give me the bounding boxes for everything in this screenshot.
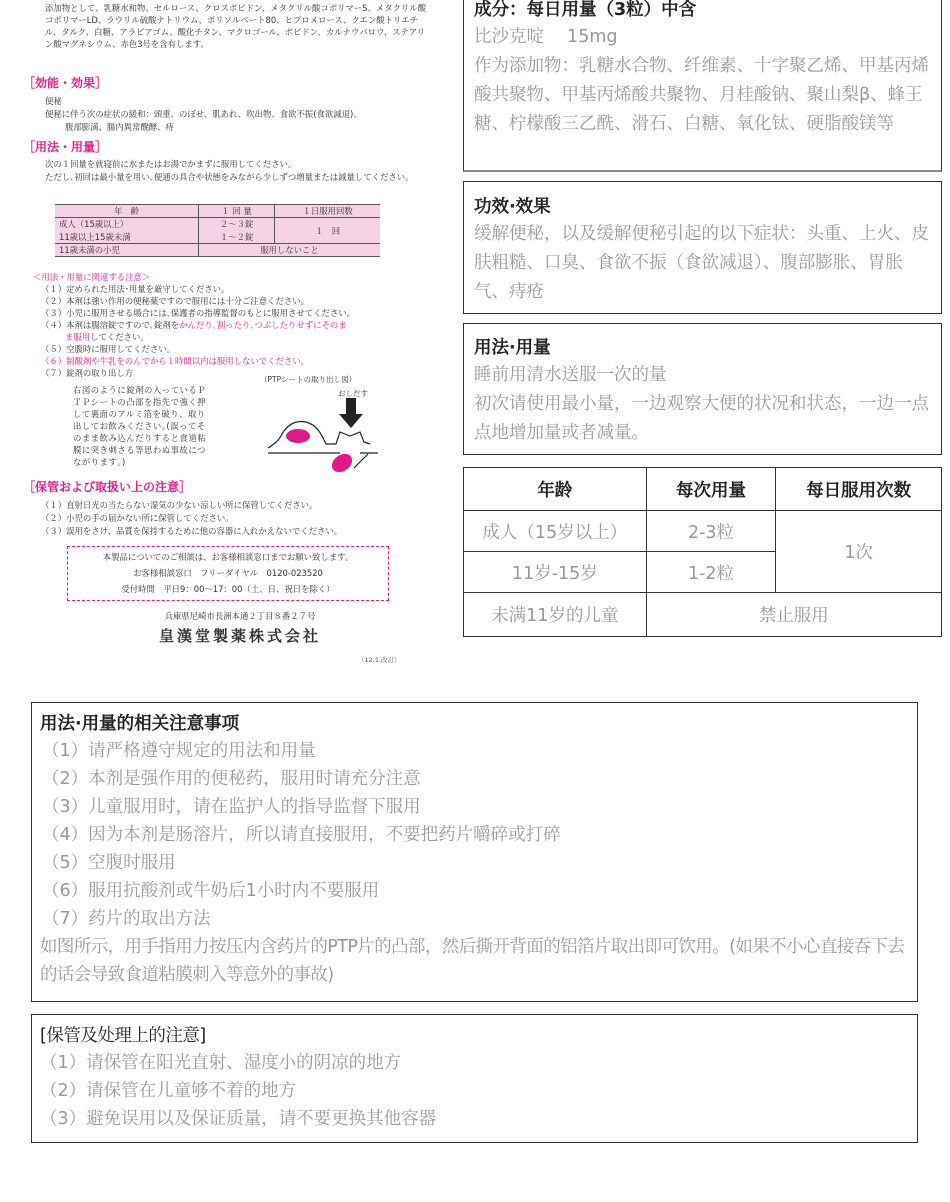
- jp-dosage-line2: ただし､初回は最小量を用い､便通の具合や状態をみながら少しずつ増量または減量してください。: [45, 172, 414, 182]
- jp-dosage-table: [55, 204, 380, 257]
- jp-efficacy-line1: 便秘: [45, 96, 62, 106]
- jp-consultation-box: [67, 546, 389, 601]
- table-header-row: [55, 205, 380, 218]
- table-cell-age: 未满11岁的儿童: [464, 593, 647, 637]
- usage-notes-box: [31, 702, 918, 1002]
- jp-note-text: （４）本剤は腸溶錠ですので､錠剤を: [41, 320, 180, 330]
- storage-item: （2）请保管在儿童够不着的地方: [40, 1081, 297, 1101]
- jp-note-highlight: ま服用: [65, 332, 91, 342]
- jp-note-item-4-cont: [41, 331, 436, 343]
- jp-note-item-4: [41, 319, 436, 331]
- table-row: [464, 511, 942, 552]
- table-header: １日服用回数: [275, 205, 380, 218]
- jp-note-item: （３）小児に服用させる場合には､保護者の指導監督のもとに服用させてください。: [41, 308, 356, 318]
- table-cell-times: １ 回: [275, 218, 380, 244]
- usage-note-item: （1）请严格遵守规定的用法和用量: [42, 741, 316, 761]
- diagram-caption: （PTPシートの取り出し図）: [260, 375, 357, 384]
- storage-item: （3）避免误用以及保证质量，请不要更换其他容器: [40, 1109, 437, 1129]
- table-header-age: 年龄: [464, 468, 647, 511]
- table-cell-dose: ２～３錠: [199, 218, 275, 231]
- table-row: [55, 244, 380, 257]
- ingredients-active: 比沙克啶 15mg: [474, 27, 618, 47]
- table-header-dose: 每次用量: [646, 468, 776, 511]
- usage-note-item: （7）药片的取出方法: [42, 909, 211, 929]
- ingredients-box: [463, 0, 942, 172]
- table-row: [55, 218, 380, 231]
- revision-note: （12.1.改訂）: [358, 656, 401, 664]
- table-cell-dose: １～２錠: [199, 231, 275, 244]
- company-name: 皇漢堂製薬株式会社: [158, 627, 321, 645]
- jp-storage-item: （１）直射日光の当たらない湿気の少ない涼しい所に保管してください。: [41, 500, 318, 510]
- ptp-push-arrow-icon: [260, 398, 390, 474]
- company-address: 兵庫県尼崎市長洲本通２丁目８番２７号: [164, 611, 316, 621]
- ptp-sheet-diagram: [260, 374, 390, 474]
- table-cell-age: 成人（15岁以上）: [464, 511, 647, 552]
- table-header-row: [464, 468, 942, 511]
- consult-line: 本製品についてのご相談は、お客様相談窓口までお願い致します。: [102, 552, 354, 562]
- table-cell-age: 11歳以上15歳未満: [55, 231, 199, 244]
- table-cell-times: 1次: [776, 511, 942, 593]
- table-header: １ 回 量: [199, 205, 275, 218]
- jp-note-item: （７）錠剤の取り出し方: [41, 368, 134, 378]
- storage-box: [31, 1014, 918, 1143]
- jp-ptp-instructions: 右図のように錠剤の入っているＰＴＰシートの凸部を指先で強く押して裏面のアルミ箔を破り、取り出してお飲みください｡(誤ってそのまま飲み込んだりすると食道粘膜に突き刺さる等思わぬ事故につながります｡): [73, 385, 207, 467]
- table-cell-age: 成人（15歳以上）: [55, 218, 199, 231]
- table-header: 年 齢: [55, 205, 199, 218]
- jp-ingredients-text: 添加物として、乳糖水和物、セルロース、クロスポビドン、メタクリル酸コポリマーS、メタクリル酸コポリマーLD、ラウリル硫酸ナトリウム、ポリソルベート80、ヒプロメロース、クエン酸トリエチル、タルク、白糖、アラビアゴム、酸化チタン、マクロゴール、ポビドン、カルナウバロウ、ステアリン酸マグネシウム、赤色3号を含有します。: [45, 3, 427, 49]
- consult-hours: 受付時間 平日9：00～17：00（土、日、祝日を除く）: [121, 584, 335, 594]
- jp-note-item-warning: （６）制酸剤や牛乳をのんでから１時間以内は服用しないでください。: [41, 356, 309, 366]
- jp-dosage-notes-title: ＜用法・用量に関連する注意＞: [33, 272, 151, 282]
- table-cell-dose: 2-3粒: [646, 511, 776, 552]
- usage-notes-title: 用法·用量的相关注意事项: [40, 714, 240, 734]
- table-cell-note: 服用しないこと: [199, 244, 380, 257]
- jp-note-item: （１）定められた用法･用量を厳守してください。: [41, 284, 230, 294]
- usage-note-item: （3）儿童服用时，请在监护人的指导监督下服用: [42, 797, 421, 817]
- jp-efficacy-title: ［効能・効果］: [23, 76, 108, 90]
- ingredients-additives: 作为添加物：乳糖水合物、纤维素、十字聚乙烯、甲基丙烯酸共聚物、甲基丙烯酸共聚物、月桂酸钠、聚山梨β、蜂王糖、柠檬酸三乙酰、滑石、白糖、氧化钛、硬脂酸镁等: [474, 56, 929, 134]
- diagram-push-label: おしだす: [338, 389, 368, 398]
- usage-line1: 睡前用清水送服一次的量: [474, 365, 667, 385]
- usage-box: [463, 323, 942, 455]
- table-cell-age: 11歳未満の小児: [55, 244, 199, 257]
- usage-line2: 初次请使用最小量，一边观察大便的状况和状态，一边一点点地增加量或者减量。: [474, 394, 929, 443]
- dosage-table: [463, 467, 942, 637]
- table-row: [464, 593, 942, 637]
- consult-phone: お客様相談窓口 フリーダイヤル 0120-023520: [133, 568, 323, 578]
- table-cell-age: 11岁-15岁: [464, 552, 647, 593]
- jp-note-highlight: かんだり､割ったり､つぶしたりせずにそのま: [179, 320, 347, 330]
- table-cell-dose: 1-2粒: [646, 552, 776, 593]
- usage-note-item: （5）空腹时服用: [42, 853, 176, 873]
- jp-storage-item: （２）小児の手の届かない所に保管してください。: [41, 513, 234, 523]
- jp-storage-title: ［保管および取扱い上の注意］: [23, 480, 192, 494]
- jp-note-item: （５）空腹時に服用してください。: [41, 344, 175, 354]
- usage-note-item: （6）服用抗酸剂或牛奶后1小时内不要服用: [42, 881, 380, 901]
- jp-dosage-title: ［用法・用量］: [23, 140, 108, 154]
- jp-note-item: （２）本剤は強い作用の便秘薬ですので服用には十分ご注意ください。: [41, 296, 309, 306]
- usage-note-item: （2）本剂是强作用的便秘药，服用时请充分注意: [42, 769, 421, 789]
- efficacy-box: [463, 181, 942, 314]
- table-cell-note: 禁止服用: [646, 593, 941, 637]
- efficacy-title: 功效·效果: [474, 197, 551, 217]
- jp-efficacy-line3: 腹部膨満、腸内異常醗酵、痔: [65, 122, 174, 132]
- efficacy-text: 缓解便秘，以及缓解便秘引起的以下症状：头重、上火、皮肤粗糙、口臭、食欲不振（食欲减退）、腹部膨胀、胃胀气、痔疮: [474, 224, 929, 302]
- japanese-label-scan: [0, 0, 440, 665]
- usage-note-extra: 如图所示，用手指用力按压内含药片的PTP片的凸部，然后撕开背面的铝箔片取出即可饮用。(如果不小心直接吞下去的话会导致食道粘膜刺入等意外的事故): [40, 937, 905, 985]
- table-header-times: 每日服用次数: [776, 468, 942, 511]
- jp-storage-item: （３）誤用をさけ、品質を保持するために他の容器に入れかえないでください。: [41, 526, 343, 536]
- ingredients-title: 成分：每日用量（3粒）中含: [474, 0, 697, 20]
- storage-item: （1）请保管在阳光直射、湿度小的阴凉的地方: [40, 1053, 402, 1073]
- usage-note-item: （4）因为本剂是肠溶片，所以请直接服用，不要把药片嚼碎或打碎: [42, 825, 561, 845]
- usage-title: 用法·用量: [474, 338, 551, 358]
- jp-dosage-line1: 次の１回量を就寝前に水またはお湯でかまずに服用してください。: [45, 159, 297, 169]
- jp-efficacy-line2: 便秘に伴う次の症状の緩和：頭重、のぼせ、肌あれ、吹出物、食欲不振(食欲減退)、: [45, 109, 362, 119]
- storage-title: [保管及处理上的注意]: [40, 1026, 206, 1046]
- jp-note-text: してください。: [90, 332, 149, 342]
